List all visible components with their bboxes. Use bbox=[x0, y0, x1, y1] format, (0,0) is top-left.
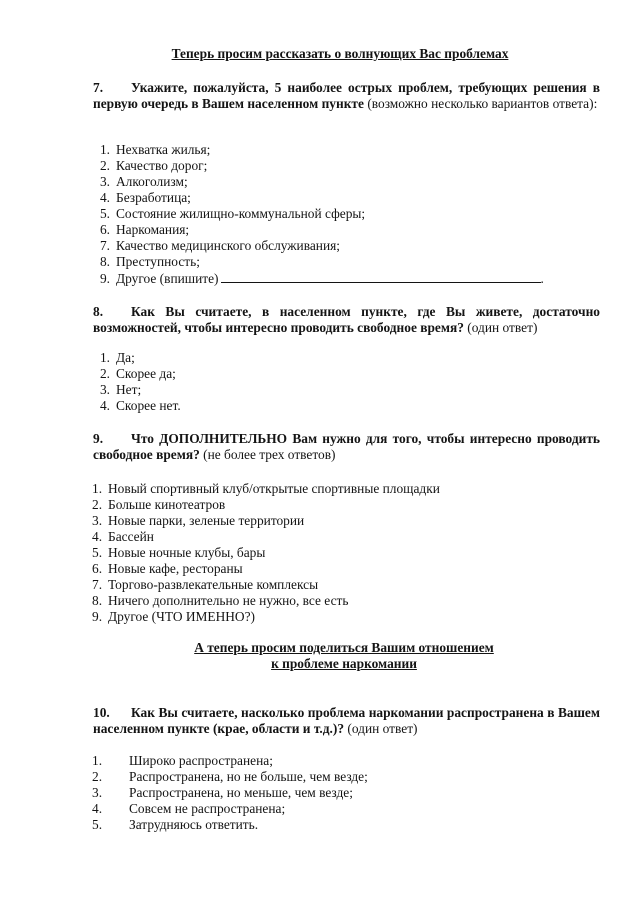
option-text: Преступность; bbox=[116, 254, 200, 269]
question-note: (один ответ) bbox=[344, 721, 418, 736]
question-note: (один ответ) bbox=[463, 320, 538, 335]
list-item bbox=[92, 206, 544, 222]
question-7 bbox=[93, 80, 600, 112]
option-number: 3. bbox=[99, 382, 110, 397]
q8-options bbox=[92, 350, 181, 414]
option-number: 4. bbox=[92, 529, 103, 544]
option-text: Качество дорог; bbox=[116, 158, 208, 173]
q10-options bbox=[92, 753, 368, 833]
option-text: Скорее нет. bbox=[116, 398, 181, 413]
option-text: Новый спортивный клуб/открытые спортивные площадки bbox=[108, 481, 440, 496]
option-text: Да; bbox=[116, 350, 135, 365]
option-text: Другое (ЧТО ИМЕННО?) bbox=[108, 609, 256, 624]
option-text: Распространена, но меньше, чем везде; bbox=[129, 785, 353, 800]
option-number: 8. bbox=[99, 254, 110, 269]
option-text: Безработица; bbox=[116, 190, 191, 205]
question-note: (не более трех ответов) bbox=[199, 447, 336, 462]
list-item bbox=[92, 238, 544, 254]
question-number: 8. bbox=[93, 304, 104, 319]
option-number: 4. bbox=[99, 398, 110, 413]
option-text: Бассейн bbox=[108, 529, 154, 544]
option-number: 4. bbox=[99, 190, 110, 205]
option-text: Нехватка жилья; bbox=[116, 142, 211, 157]
option-text: Нет; bbox=[116, 382, 142, 397]
section-heading-problems: Теперь просим рассказать о волнующих Вас проблемах bbox=[171, 46, 509, 61]
option-text: Качество медицинского обслуживания; bbox=[116, 238, 340, 253]
list-item bbox=[92, 593, 440, 609]
option-number: 6. bbox=[99, 222, 110, 237]
question-number: 9. bbox=[93, 431, 104, 446]
option-number: 2. bbox=[92, 497, 103, 512]
option-text: Ничего дополнительно не нужно, все есть bbox=[108, 593, 349, 608]
list-item bbox=[92, 785, 368, 801]
section-heading-drugs-line1: А теперь просим поделиться Вашим отношением bbox=[194, 640, 494, 655]
option-text: Скорее да; bbox=[116, 366, 176, 381]
option-text: Новые кафе, рестораны bbox=[108, 561, 243, 576]
list-item bbox=[92, 254, 544, 270]
option-text: Совсем не распространена; bbox=[129, 801, 286, 816]
list-item bbox=[92, 561, 440, 577]
question-8 bbox=[93, 304, 600, 336]
option-number: 2. bbox=[99, 366, 110, 381]
list-item bbox=[92, 545, 440, 561]
option-text: Новые парки, зеленые территории bbox=[108, 513, 305, 528]
option-text: Торгово-развлекательные комплексы bbox=[108, 577, 319, 592]
list-item bbox=[92, 529, 440, 545]
option-number: 2. bbox=[99, 158, 110, 173]
option-number: 3. bbox=[92, 785, 103, 800]
list-item bbox=[92, 366, 181, 382]
list-item bbox=[92, 817, 368, 833]
question-text: Что ДОПОЛНИТЕЛЬНО Вам нужно для того, чтобы интересно проводить свободное время? bbox=[93, 431, 600, 462]
question-text: Как Вы считаете, насколько проблема наркомании распространена в Вашем населенном пункте (крае, области и т.д.)? bbox=[93, 705, 600, 736]
option-number: 1. bbox=[92, 481, 103, 496]
option-number: 5. bbox=[99, 206, 110, 221]
section-heading-drugs-line2: к проблеме наркомании bbox=[271, 656, 417, 671]
q9-options bbox=[92, 481, 440, 625]
option-number: 7. bbox=[92, 577, 103, 592]
list-item bbox=[92, 382, 181, 398]
list-item bbox=[92, 497, 440, 513]
option-text: Больше кинотеатров bbox=[108, 497, 226, 512]
option-text: Широко распространена; bbox=[129, 753, 273, 768]
question-number: 10. bbox=[93, 705, 110, 720]
list-item bbox=[92, 270, 544, 286]
q7-options bbox=[92, 142, 544, 286]
list-item bbox=[92, 609, 440, 625]
list-item bbox=[92, 350, 181, 366]
list-item bbox=[92, 174, 544, 190]
option-number: 7. bbox=[99, 238, 110, 253]
option-number: 8. bbox=[92, 593, 103, 608]
write-in-line[interactable] bbox=[221, 270, 541, 283]
option-text: Новые ночные клубы, бары bbox=[108, 545, 266, 560]
option-number: 1. bbox=[92, 753, 103, 768]
question-note: (возможно несколько вариантов ответа): bbox=[363, 96, 598, 111]
option-number: 3. bbox=[99, 174, 110, 189]
option-text: Затрудняюсь ответить. bbox=[129, 817, 259, 832]
option-text: Алкоголизм; bbox=[116, 174, 188, 189]
list-item bbox=[92, 142, 544, 158]
question-9 bbox=[93, 431, 600, 463]
list-item bbox=[92, 158, 544, 174]
option-number: 9. bbox=[99, 271, 110, 286]
list-item bbox=[92, 190, 544, 206]
option-number: 4. bbox=[92, 801, 103, 816]
option-text: Распространена, но не больше, чем везде; bbox=[129, 769, 368, 784]
list-item bbox=[92, 769, 368, 785]
option-number: 5. bbox=[92, 817, 103, 832]
option-text: Другое (впишите) bbox=[116, 271, 219, 286]
option-number: 5. bbox=[92, 545, 103, 560]
question-text: Укажите, пожалуйста, 5 наиболее острых проблем, требующих решения в первую очередь в Вашем населенном пункте bbox=[93, 80, 600, 111]
option-number: 3. bbox=[92, 513, 103, 528]
option-text: Наркомания; bbox=[116, 222, 190, 237]
option-text: Состояние жилищно-коммунальной сферы; bbox=[116, 206, 366, 221]
option-number: 9. bbox=[92, 609, 103, 624]
question-text: Как Вы считаете, в населенном пункте, где Вы живете, достаточно возможностей, чтобы интересно проводить свободное время? bbox=[93, 304, 600, 335]
list-item bbox=[92, 753, 368, 769]
option-number: 1. bbox=[99, 142, 110, 157]
option-number: 2. bbox=[92, 769, 103, 784]
option-number: 1. bbox=[99, 350, 110, 365]
list-item bbox=[92, 577, 440, 593]
line-end-dot: . bbox=[540, 271, 544, 286]
list-item bbox=[92, 222, 544, 238]
list-item bbox=[92, 481, 440, 497]
question-10 bbox=[93, 705, 600, 737]
list-item bbox=[92, 398, 181, 414]
list-item bbox=[92, 513, 440, 529]
option-number: 6. bbox=[92, 561, 103, 576]
list-item bbox=[92, 801, 368, 817]
question-number: 7. bbox=[93, 80, 104, 95]
